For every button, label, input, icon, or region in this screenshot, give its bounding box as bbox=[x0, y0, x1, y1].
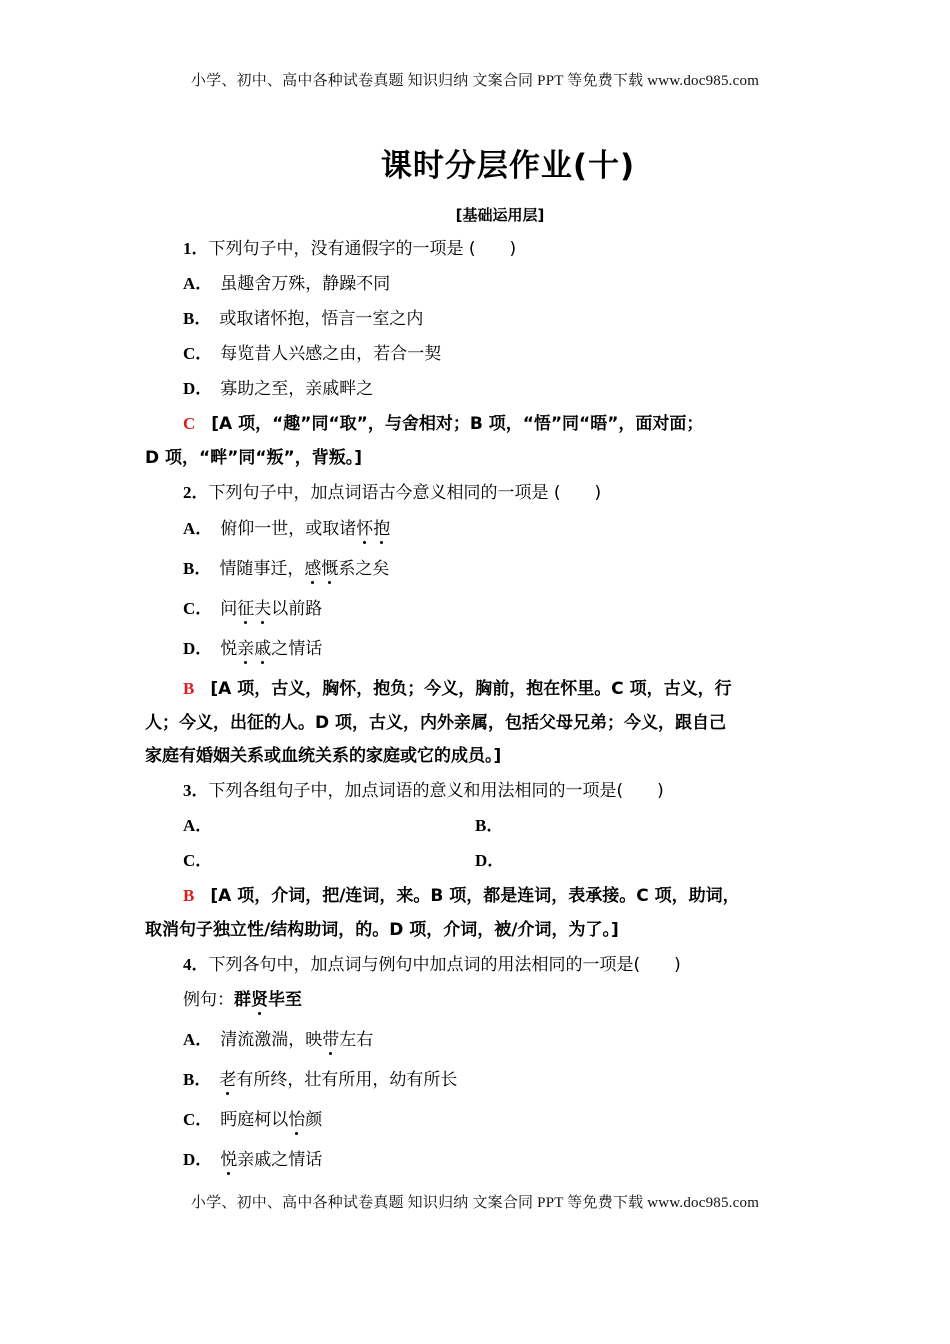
option-text: 虽趣舍万殊，静躁不同 bbox=[220, 274, 391, 294]
q3-option-d bbox=[475, 850, 512, 872]
option-label: C． bbox=[183, 851, 213, 870]
question-number: 2． bbox=[183, 483, 209, 502]
stem-text: 下列各组句子中，加点词语的意义和用法相同的一项是( bbox=[208, 781, 624, 801]
option-text: 以前路 bbox=[271, 599, 323, 619]
answer-letter: B bbox=[183, 679, 195, 698]
option-text: 情随事迁， bbox=[219, 559, 305, 579]
option-text: 系之矣 bbox=[338, 559, 390, 579]
q2-option-d bbox=[183, 638, 322, 660]
option-text: 之情话 bbox=[271, 639, 323, 659]
dotted-word: 亲戚 bbox=[237, 639, 272, 659]
option-text: 眄庭柯以 bbox=[220, 1110, 289, 1130]
q3-answer bbox=[183, 885, 740, 907]
q2-option-a bbox=[183, 518, 390, 540]
dotted-word: 贤 bbox=[251, 990, 268, 1010]
dotted-word: 怀抱 bbox=[356, 519, 391, 539]
option-label: A． bbox=[183, 1030, 213, 1049]
question-2-stem bbox=[183, 482, 601, 504]
option-text: 亲戚之情话 bbox=[237, 1150, 323, 1170]
example-text: 群 bbox=[234, 990, 251, 1010]
option-label: C． bbox=[183, 344, 213, 363]
dotted-word: 感慨 bbox=[304, 559, 339, 579]
option-text: 颜 bbox=[305, 1110, 323, 1130]
explanation-text: 家庭有婚姻关系或血统关系的家庭或它的成员。] bbox=[145, 746, 502, 766]
option-text: 寡助之至，亲戚畔之 bbox=[220, 379, 374, 399]
option-label: C． bbox=[183, 599, 213, 618]
answer-letter: C bbox=[183, 414, 196, 433]
option-label: B． bbox=[183, 559, 212, 578]
explanation-text: 人；今义，出征的人。D 项，古义，内外亲属，包括父母兄弟；今义，跟自己 bbox=[145, 713, 727, 733]
option-label: A． bbox=[183, 274, 213, 293]
dotted-word: 悦 bbox=[220, 1150, 238, 1170]
option-text: 或取诸怀抱，悟言一室之内 bbox=[219, 309, 424, 329]
q4-option-a bbox=[183, 1029, 373, 1051]
explanation-text: [A 项，介词，把/连词，来。B 项，都是连词，表承接。C 项，助词， bbox=[210, 886, 740, 906]
option-label: D． bbox=[183, 639, 213, 658]
q2-option-b bbox=[183, 558, 389, 580]
option-label: D． bbox=[475, 851, 505, 870]
option-label: B． bbox=[183, 309, 212, 328]
q1-explanation-cont bbox=[145, 447, 362, 469]
answer-letter: B bbox=[183, 886, 195, 905]
question-number: 1． bbox=[183, 239, 209, 258]
explanation-text: D 项，“畔”同“叛”，背叛。] bbox=[145, 448, 362, 468]
option-label: D． bbox=[183, 1150, 213, 1169]
stem-paren: ) bbox=[657, 781, 664, 801]
stem-paren: ) bbox=[594, 483, 602, 503]
stem-paren: ) bbox=[509, 239, 517, 259]
q1-option-b bbox=[183, 308, 423, 330]
q3-option-a bbox=[183, 815, 220, 837]
q3-explanation-cont bbox=[145, 919, 619, 941]
q2-answer bbox=[183, 678, 732, 700]
page-header: 小学、初中、高中各种试卷真题 知识归纳 文案合同 PPT 等免费下载 www.doc985.com bbox=[190, 73, 760, 89]
option-text: 清流激湍，映 bbox=[220, 1030, 323, 1050]
stem-text: 下列各句中，加点词与例句中加点词的用法相同的一项是( bbox=[208, 955, 641, 975]
q1-option-a bbox=[183, 273, 390, 295]
option-label: A． bbox=[183, 519, 213, 538]
option-label: D． bbox=[183, 379, 213, 398]
dotted-word: 怡 bbox=[288, 1110, 306, 1130]
example-label: 例句： bbox=[183, 990, 234, 1010]
option-label: C． bbox=[183, 1110, 213, 1129]
example-text: 毕至 bbox=[268, 990, 302, 1010]
option-label: A． bbox=[183, 816, 213, 835]
q1-option-c bbox=[183, 343, 441, 365]
q4-option-c bbox=[183, 1109, 322, 1131]
option-text: 悦 bbox=[220, 639, 238, 659]
option-text: 问 bbox=[220, 599, 238, 619]
option-text: 有所终，壮有所用，幼有所长 bbox=[236, 1070, 458, 1090]
page-title: 课时分层作业(十) bbox=[380, 148, 636, 184]
question-1-stem bbox=[183, 238, 516, 260]
page-footer: 小学、初中、高中各种试卷真题 知识归纳 文案合同 PPT 等免费下载 www.doc985.com bbox=[190, 1195, 760, 1211]
stem-paren: ) bbox=[674, 955, 681, 975]
explanation-text: [A 项，“趣”同“取”，与舍相对；B 项，“悟”同“晤”，面对面； bbox=[211, 414, 704, 434]
dotted-word: 老 bbox=[219, 1070, 237, 1090]
dotted-word: 带 bbox=[322, 1030, 340, 1050]
q3-option-b bbox=[475, 815, 511, 837]
q3-option-c bbox=[183, 850, 220, 872]
q2-option-c bbox=[183, 598, 322, 620]
option-text: 每览昔人兴感之由，若合一契 bbox=[220, 344, 442, 364]
q2-explanation-cont bbox=[145, 712, 726, 734]
q4-option-d bbox=[183, 1149, 322, 1171]
option-text: 俯仰一世，或取诸 bbox=[220, 519, 357, 539]
question-number: 3． bbox=[183, 781, 209, 800]
q1-option-d bbox=[183, 378, 373, 400]
question-3-stem bbox=[183, 780, 664, 802]
option-label: B． bbox=[183, 1070, 212, 1089]
q2-explanation-cont2 bbox=[145, 745, 501, 767]
q4-option-b bbox=[183, 1069, 457, 1091]
question-4-stem bbox=[183, 954, 681, 976]
dotted-word: 征夫 bbox=[237, 599, 272, 619]
explanation-text: [A 项，古义，胸怀，抱负；今义，胸前，抱在怀里。C 项，古义，行 bbox=[210, 679, 732, 699]
option-text: 左右 bbox=[339, 1030, 374, 1050]
explanation-text: 取消句子独立性/结构助词，的。D 项，介词，被/介词，为了。] bbox=[145, 920, 619, 940]
option-label: B． bbox=[475, 816, 504, 835]
section-title: [基础运用层] bbox=[455, 206, 545, 224]
q1-answer bbox=[183, 413, 703, 435]
stem-text: 下列句子中，没有通假字的一项是 ( bbox=[208, 239, 476, 259]
stem-text: 下列句子中，加点词语古今意义相同的一项是 ( bbox=[208, 483, 561, 503]
question-number: 4． bbox=[183, 955, 209, 974]
q4-example bbox=[183, 989, 302, 1011]
